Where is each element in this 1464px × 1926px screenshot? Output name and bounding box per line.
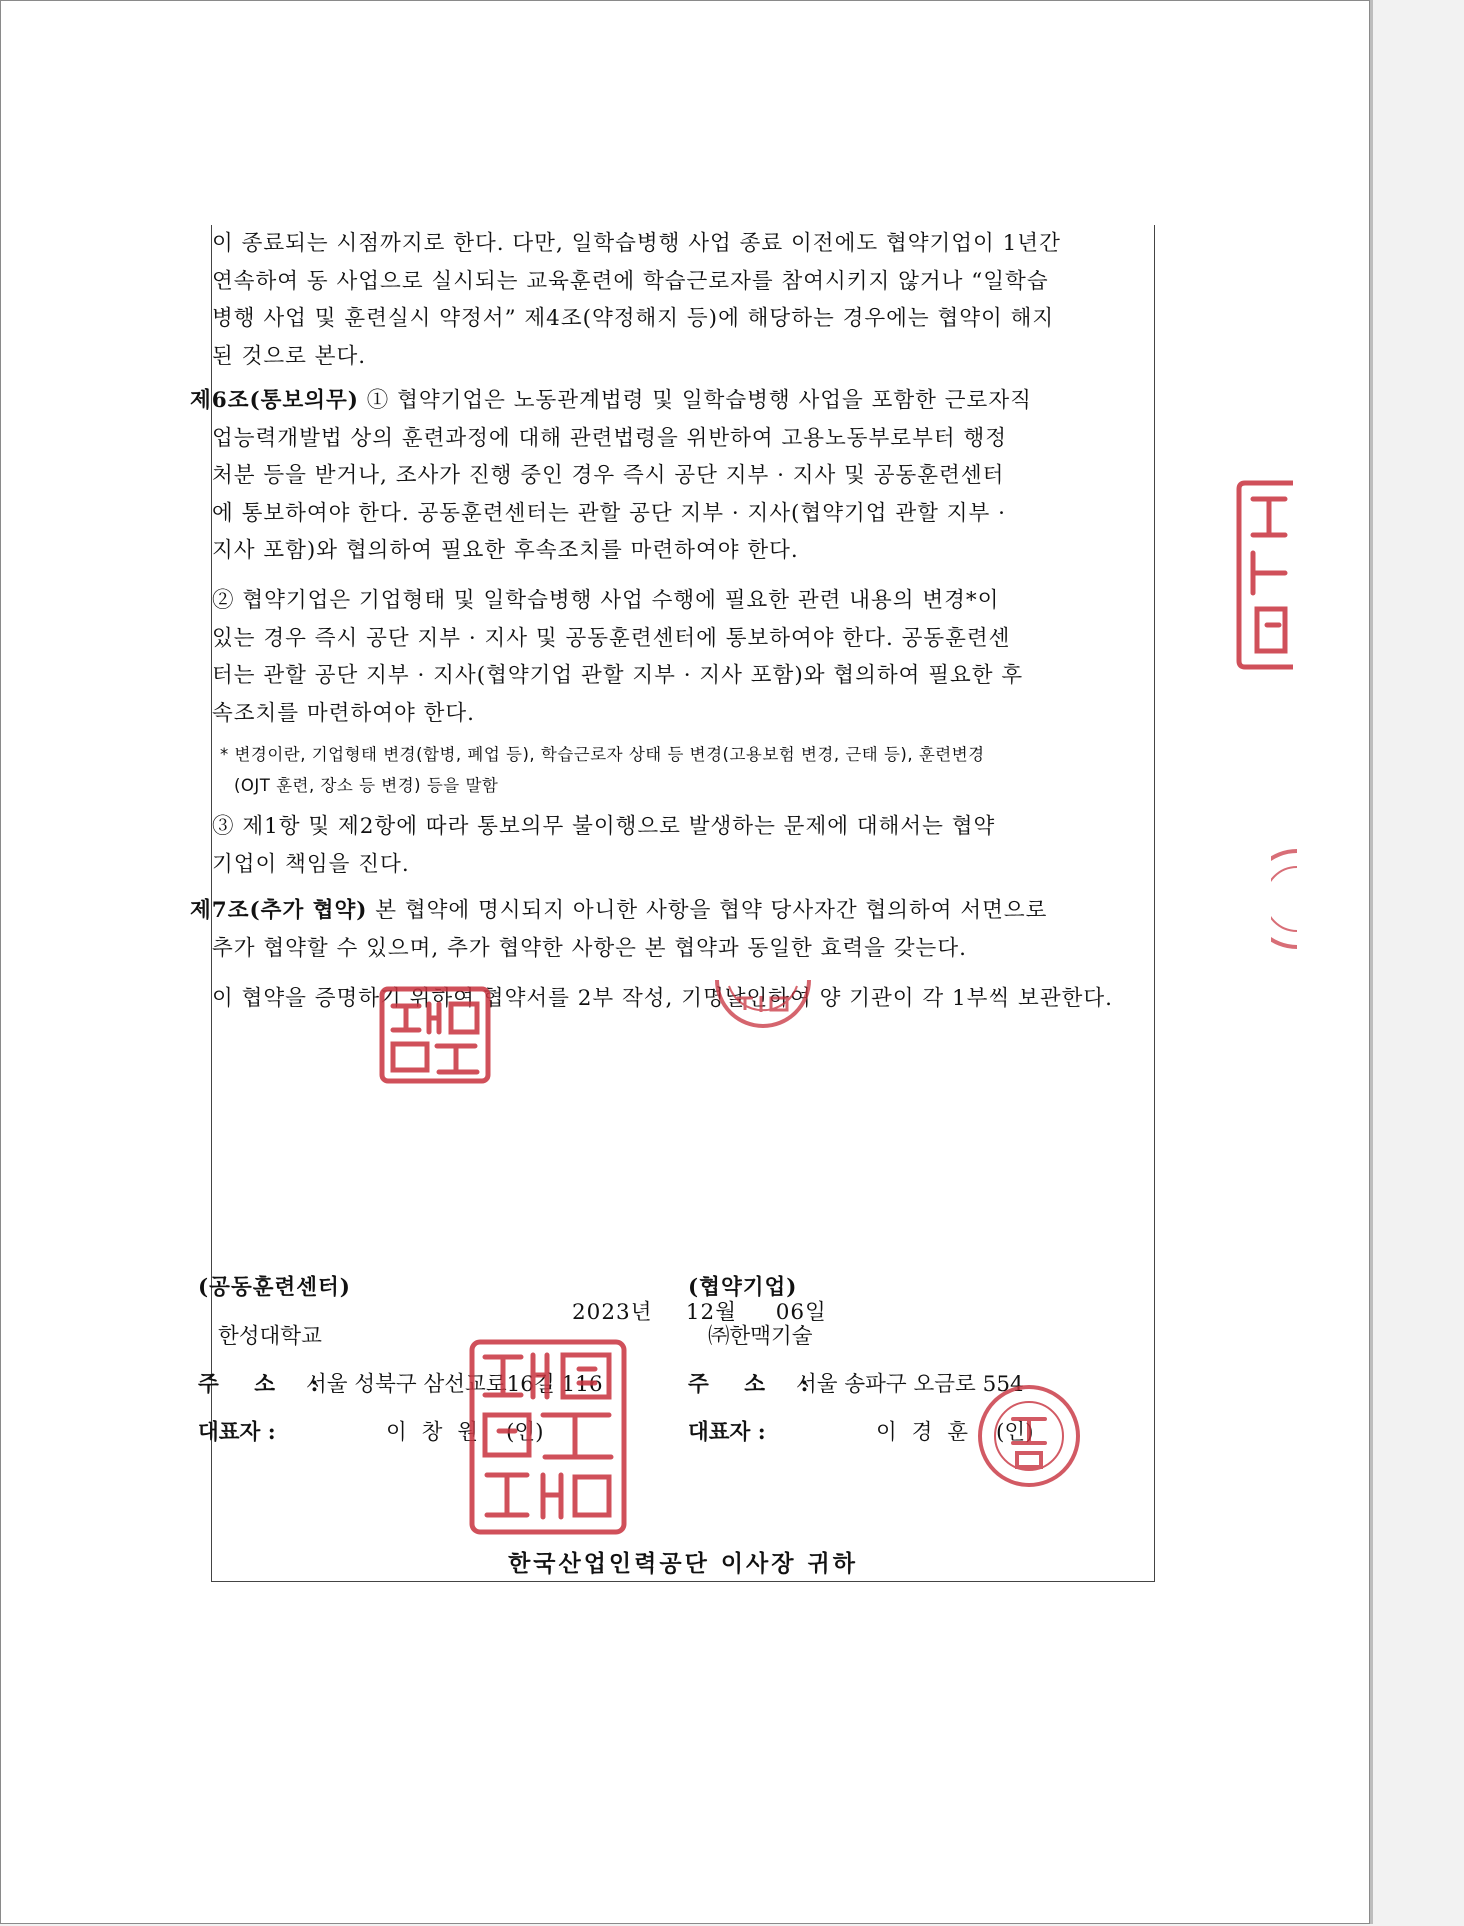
text-line: ③ 제1항 및 제2항에 따라 통보의무 불이행으로 발생하는 문제에 대해서는 협약	[212, 814, 996, 839]
text-line: 업능력개발법 상의 훈련과정에 대해 관련법령을 위반하여 고용노동부로부터 행정	[212, 425, 1007, 451]
party-name: 한성대학교	[218, 1324, 322, 1349]
perforation-seal-stamp-right	[1235, 479, 1293, 671]
agreement-frame	[190, 225, 1155, 1582]
article-6-heading: 제6조(통보의무)	[190, 388, 359, 413]
company-seal-stamp-main	[977, 1381, 1081, 1491]
text-line: 병행 사업 및 훈련실시 약정서” 제4조(약정해지 등)에 해당하는 경우에는 협약이 해지	[212, 306, 1055, 331]
date-month: 12월	[685, 1300, 737, 1325]
perforation-seal-stamp-right-2	[1271, 847, 1297, 951]
article-7-heading: 제7조(추가 협약)	[190, 898, 368, 923]
text-line: ② 협약기업은 기업형태 및 일학습병행 사업 수행에 필요한 관련 내용의 변경*이	[212, 588, 1000, 613]
seal-mark: (인)	[505, 1420, 544, 1445]
party-name: ㈜한맥기술	[708, 1324, 813, 1349]
university-seal-stamp-mid	[379, 986, 491, 1084]
text-line: 터는 관할 공단 지부 · 지사(협약기업 관할 지부 · 지사 포함)와 협의하여 필요한 후	[212, 663, 1024, 688]
university-seal-stamp-main	[469, 1339, 627, 1535]
text-line: 속조치를 마련하여야 한다.	[212, 700, 475, 726]
article-7	[190, 892, 1154, 967]
article-6-clause-3	[212, 808, 1154, 883]
article-6-clause-2	[212, 582, 1154, 732]
representative-label: 대표자 :	[198, 1420, 276, 1445]
change-footnote	[220, 739, 1154, 801]
seal-mark: (인)	[995, 1420, 1034, 1445]
party-heading: (협약기업)	[688, 1275, 798, 1300]
representative-name: 이 경 훈	[876, 1420, 972, 1445]
text-line: 추가 협약할 수 있으며, 추가 협약한 사항은 본 협약과 동일한 효력을 갖는다.	[212, 935, 967, 961]
text-line: 된 것으로 본다.	[212, 343, 367, 369]
text-line: 기업이 책임을 진다.	[212, 851, 410, 877]
text-line: 본 협약에 명시되지 아니한 사항을 협약 당사자간 협의하여 서면으로	[367, 898, 1048, 923]
address-label: 주 소 :	[198, 1372, 333, 1397]
text-line: 에 통보하여야 한다. 공동훈련센터는 관할 공단 지부 · 지사(협약기업 관할 지부 ·	[212, 500, 1006, 526]
text-line: ① 협약기업은 노동관계법령 및 일학습병행 사업을 포함한 근로자직	[358, 388, 1032, 413]
text-line: 처분 등을 받거나, 조사가 진행 중인 경우 즉시 공단 지부 · 지사 및 공동훈련센터	[212, 463, 1005, 488]
text-line: * 변경이란, 기업형태 변경(합병, 폐업 등), 학습근로자 상태 등 변경(고용보험 변경, 근태 등), 훈련변경	[220, 745, 985, 764]
text-line: 이 종료되는 시점까지로 한다. 다만, 일학습병행 사업 종료 이전에도 협약기업이 1년간	[212, 231, 1061, 256]
closing-statement: 이 협약을 증명하기 위하여 협약서를 2부 작성, 기명날인하여 양 기관이 각 1부씩 보관한다.	[212, 986, 1113, 1011]
date-year: 2023년	[572, 1300, 653, 1325]
article-6	[190, 382, 1154, 570]
company-seal-stamp-mid	[713, 976, 813, 1038]
text-line: 지사 포함)와 협의하여 필요한 후속조치를 마련하여야 한다.	[212, 538, 799, 563]
carryover-paragraph	[212, 225, 1154, 375]
party-address: 서울 성북구 삼선교로16길 116	[306, 1372, 603, 1397]
addressee: 한국산업인력공단 이사장 귀하	[508, 1550, 858, 1577]
party-heading: (공동훈련센터)	[198, 1275, 351, 1300]
party-address: 서울 송파구 오금로 554	[796, 1372, 1024, 1397]
text-line: 연속하여 동 사업으로 실시되는 교육훈련에 학습근로자를 참여시키지 않거나 “일학습	[212, 268, 1049, 294]
text-line: 있는 경우 즉시 공단 지부 · 지사 및 공동훈련센터에 통보하여야 한다. 공동훈련센	[212, 625, 1011, 651]
representative-name: 이 창 원	[386, 1420, 482, 1445]
address-label: 주 소 :	[688, 1372, 823, 1397]
text-line: (OJT 훈련, 장소 등 변경) 등을 말함	[234, 776, 499, 795]
date-day: 06일	[775, 1300, 827, 1325]
representative-label: 대표자 :	[688, 1420, 766, 1445]
